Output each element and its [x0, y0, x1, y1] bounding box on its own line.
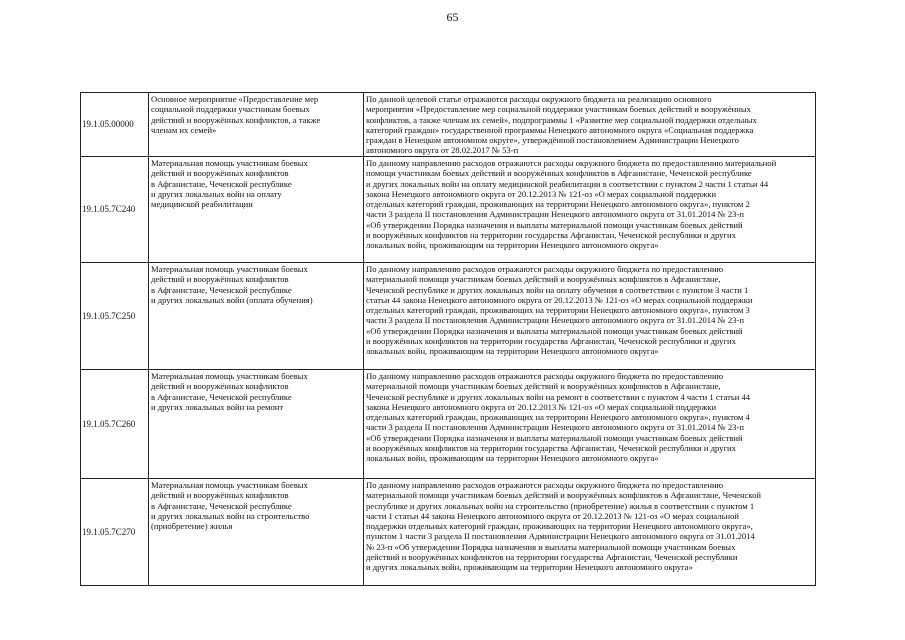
item-description	[364, 479, 816, 586]
description-line: помощи участникам боевых действий и вооружённых конфликтов в Афганистане, Чеченской республике	[366, 168, 752, 179]
description-line: № 23-п «Об утверждении Порядка назначения и выплаты материальной помощи участникам боевых	[366, 541, 736, 552]
table-row	[81, 479, 816, 586]
budget-code: 19.1.05.00000	[81, 93, 149, 157]
description-line: По данной целевой статье отражаются расходы окружного бюджета на реализацию основного	[366, 94, 712, 104]
item-name-line: и других локальных войн на оплату	[151, 188, 282, 199]
description-line: граждан в Ненецком автономном округе», утверждённой постановлением Администрации Ненецкого	[366, 135, 739, 146]
budget-code: 19.1.05.7С270	[81, 479, 149, 586]
item-name-line: в Афганистане, Чеченской республике	[151, 500, 292, 511]
item-name-line: действий и вооружённых конфликтов	[151, 490, 289, 501]
item-description	[364, 157, 816, 263]
description-line: конфликтов, а также членам их семей», подпрограммы 1 «Развитие мер социальной поддержки отдельных	[366, 114, 757, 125]
description-line: статьи 44 закона Ненецкого автономного округа от 20.12.2013 № 121-оз «О мерах социальной поддержки	[366, 294, 753, 305]
description-line: отдельных категорий граждан, проживающих на территории Ненецкого автономного округа», пунктом 4	[366, 412, 750, 423]
description-line: части 3 раздела II постановления Администрации Ненецкого автономного округа от 31.01.2014 № 23-п	[366, 422, 744, 433]
budget-code: 19.1.05.7С250	[81, 263, 149, 370]
item-name-line: действий и вооружённых конфликтов	[151, 168, 289, 179]
item-name-line: социальной поддержки участникам боевых	[151, 104, 310, 115]
description-line: действий и вооружённых конфликтов на территории государства Афганистан, Чеченской республики	[366, 552, 738, 563]
description-line: отдельных категорий граждан, проживающих на территории Ненецкого автономного округа», пунктом 3	[366, 305, 750, 316]
description-line: По данному направлению расходов отражаются расходы окружного бюджета по предоставлению	[366, 264, 723, 274]
description-line: поддержки отдельных категорий граждан, проживающих на территории Ненецкого автономного округа»,	[366, 521, 753, 532]
description-line: «Об утверждении Порядка назначения и выплаты материальной помощи участникам боевых действий	[366, 325, 743, 336]
description-line: мероприятия «Предоставление мер социальной поддержки участникам боевых действий и вооружённых	[366, 104, 751, 115]
description-line: республике и других локальных войн на строительство (приобретение) жилья в соответствии с пунктом 1	[366, 500, 755, 511]
item-name-line: Основное мероприятие «Предоставление мер	[151, 94, 319, 104]
table-row	[81, 157, 816, 263]
description-line: материальной помощи участникам боевых действий и вооружённых конфликтов в Афганистане, Чеченской	[366, 490, 762, 501]
item-name-line: действий и вооружённых конфликтов, а также	[151, 114, 321, 125]
item-description	[364, 370, 816, 479]
description-line: Чеченской республике и других локальных войн на ремонт в соответствии с пунктом 4 части 1 статьи 44	[366, 391, 751, 402]
table-row	[81, 370, 816, 479]
item-name-line: действий и вооружённых конфликтов	[151, 274, 289, 285]
description-line: локальных войн, проживающим на территории Ненецкого автономного округа»	[366, 240, 659, 251]
item-name-line: в Афганистане, Чеченской республике	[151, 391, 292, 402]
description-line: автономного округа от 28.02.2017 № 53-п	[366, 145, 519, 156]
item-name-line: в Афганистане, Чеченской республике	[151, 178, 292, 189]
description-line: части 3 раздела II постановления Администрации Ненецкого автономного округа от 31.01.2014 № 23-п	[366, 209, 744, 220]
description-line: локальных войн, проживающим на территории Ненецкого автономного округа»	[366, 453, 659, 464]
item-name-line: и других локальных войн на ремонт	[151, 401, 284, 412]
description-line: По данному направлению расходов отражаются расходы окружного бюджета по предоставлению	[366, 371, 723, 381]
item-name	[149, 157, 364, 263]
description-line: закона Ненецкого автономного округа от 20.12.2013 № 121-оз «О мерах социальной поддержки	[366, 188, 717, 199]
item-name-line: членам их семей»	[151, 124, 217, 135]
item-name-line: Материальная помощь участникам боевых	[151, 371, 308, 381]
item-name	[149, 263, 364, 370]
budget-code: 19.1.05.7С240	[81, 157, 149, 263]
description-line: отдельных категорий граждан, проживающих на территории Ненецкого автономного округа», пунктом 2	[366, 199, 750, 210]
item-name-line: действий и вооружённых конфликтов	[151, 381, 289, 392]
description-line: и вооружённых конфликтов на территории государства Афганистан, Чеченской республики и других	[366, 230, 736, 241]
description-line: закона Ненецкого автономного округа от 20.12.2013 № 121-оз «О мерах социальной поддержки	[366, 401, 717, 412]
description-line: материальной помощи участникам боевых действий и вооружённых конфликтов в Афганистане,	[366, 274, 721, 285]
description-line: части 3 раздела II постановления Администрации Ненецкого автономного округа от 31.01.2014 № 23-п	[366, 315, 744, 326]
item-name-line: Материальная помощь участникам боевых	[151, 480, 308, 490]
description-line: Чеченской республике и других локальных войн на оплату обучения в соответствии с пунктом 3 части 1	[366, 284, 749, 295]
description-line: части 1 статьи 44 закона Ненецкого автономного округа от 20.12.2013 № 121-оз «О мерах социальной	[366, 510, 740, 521]
description-line: и других локальных войн, проживающим на территории Ненецкого автономного округа»	[366, 562, 693, 573]
item-name-line: и других локальных войн (оплата обучения)	[151, 294, 313, 305]
item-name-line: Материальная помощь участникам боевых	[151, 158, 308, 168]
item-name-line: в Афганистане, Чеченской республике	[151, 284, 292, 295]
description-line: пунктом 1 части 3 раздела II постановления Администрации Ненецкого автономного округа от 31.01.2014	[366, 531, 755, 542]
item-name-line: медицинской реабилитации	[151, 199, 253, 210]
description-line: «Об утверждении Порядка назначения и выплаты материальной помощи участникам боевых действий	[366, 219, 743, 230]
item-description	[364, 263, 816, 370]
item-name	[149, 370, 364, 479]
description-line: локальных войн, проживающим на территории Ненецкого автономного округа»	[366, 346, 659, 357]
item-name	[149, 479, 364, 586]
budget-classification-table	[80, 92, 816, 586]
budget-code: 19.1.05.7С260	[81, 370, 149, 479]
table-row	[81, 263, 816, 370]
table-row	[81, 93, 816, 157]
page-number: 65	[446, 10, 459, 24]
description-line: материальной помощи участникам боевых действий и вооружённых конфликтов в Афганистане,	[366, 381, 721, 392]
description-line: и вооружённых конфликтов на территории государства Афганистан, Чеченской республики и других	[366, 443, 736, 454]
description-line: и вооружённых конфликтов на территории государства Афганистан, Чеченской республики и других	[366, 336, 736, 347]
item-name-line: (приобретение) жилья	[151, 521, 233, 532]
description-line: категорий граждан» государственной программы Ненецкого автономного округа «Социальная поддержка	[366, 124, 754, 135]
item-name-line: и других локальных войн на строительство	[151, 510, 310, 521]
description-line: По данному направлению расходов отражаются расходы окружного бюджета по предоставлению материальной	[366, 158, 777, 168]
description-line: и других локальных войн на оплату медицинской реабилитации в соответствии с пунктом 2 части 1 статьи 44	[366, 178, 769, 189]
description-line: «Об утверждении Порядка назначения и выплаты материальной помощи участникам боевых действий	[366, 432, 743, 443]
item-name	[149, 93, 364, 157]
description-line: По данному направлению расходов отражаются расходы окружного бюджета по предоставлению	[366, 480, 723, 490]
item-description	[364, 93, 816, 157]
item-name-line: Материальная помощь участникам боевых	[151, 264, 308, 274]
